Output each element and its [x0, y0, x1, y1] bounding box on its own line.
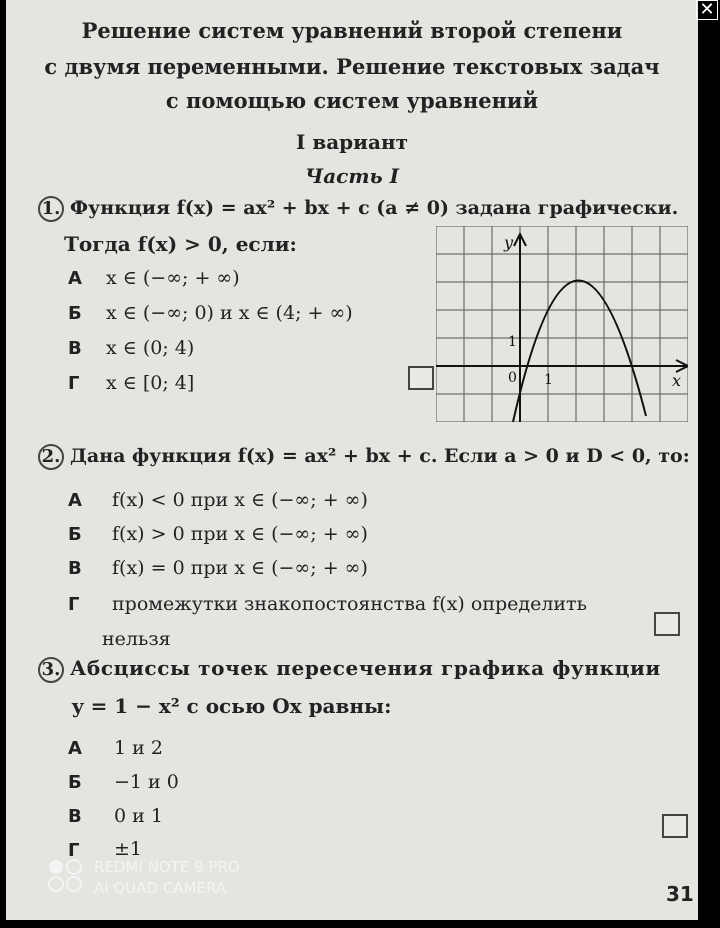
x-axis-label: x: [672, 371, 682, 390]
question-1-number: 1.: [38, 196, 64, 222]
q2-option-a-letter: А: [68, 490, 82, 511]
q1-option-b-text: x ∈ (−∞; 0) и x ∈ (4; + ∞): [106, 302, 353, 324]
q2-answer-box[interactable]: [654, 612, 680, 636]
q2-option-d-text: промежутки знакопостоянства f(x) определить: [112, 593, 587, 615]
variant-label: I вариант: [296, 130, 408, 154]
question-3-number: 3.: [38, 657, 64, 683]
question-2-number: 2.: [38, 444, 64, 470]
q1-option-d-letter: Г: [68, 373, 80, 394]
title-line-1: Решение систем уравнений второй степени: [81, 18, 623, 43]
q2-option-d-text-cont: нельзя: [102, 628, 171, 650]
question-1-text: Функция f(x) = ax² + bx + c (a ≠ 0) задана графически.: [70, 197, 679, 219]
q3-option-d-text: ±1: [114, 838, 143, 860]
question-3-text: Абсциссы точек пересечения графика функции: [70, 656, 661, 680]
page-number: 31: [666, 882, 694, 906]
camera-watermark-icon: [46, 858, 90, 892]
document-page: [6, 0, 698, 920]
q3-option-b-letter: Б: [68, 772, 82, 793]
question-3-equation: y = 1 − x² с осью Ox равны:: [72, 694, 392, 718]
part-label: Часть I: [304, 164, 400, 188]
q1-option-b-letter: Б: [68, 303, 82, 324]
q1-option-c-text: x ∈ (0; 4): [106, 337, 195, 359]
q1-option-a-text: x ∈ (−∞; + ∞): [106, 267, 240, 289]
question-3: [38, 656, 661, 683]
watermark-line-1: REDMI NOTE 9 PRO: [94, 858, 240, 876]
close-icon[interactable]: ✕: [696, 0, 718, 20]
q3-option-d-letter: Г: [68, 840, 80, 861]
q1-option-d-text: x ∈ [0; 4]: [106, 372, 195, 394]
origin-label: 0: [508, 370, 517, 386]
y-tick-label: 1: [508, 334, 517, 350]
question-2: [38, 444, 690, 470]
q3-answer-box[interactable]: [662, 814, 688, 838]
title-line-2: с двумя переменными. Решение текстовых задач: [44, 54, 660, 79]
q1-option-a-letter: А: [68, 268, 82, 289]
q2-option-c-letter: В: [68, 558, 82, 579]
q1-option-c-letter: В: [68, 338, 82, 359]
q3-option-c-letter: В: [68, 806, 82, 827]
x-tick-label: 1: [544, 372, 553, 388]
parabola-curve: [513, 280, 646, 422]
q3-option-b-text: −1 и 0: [114, 771, 179, 793]
q3-option-c-text: 0 и 1: [114, 805, 163, 827]
title-line-3: с помощью систем уравнений: [165, 88, 539, 113]
y-axis-label: y: [504, 233, 514, 252]
q2-option-b-text: f(x) > 0 при x ∈ (−∞; + ∞): [112, 523, 368, 545]
q3-option-a-letter: А: [68, 738, 82, 759]
q2-option-d-letter: Г: [68, 594, 80, 615]
q1-parabola-graph: [436, 226, 688, 422]
q3-option-a-text: 1 и 2: [114, 737, 163, 759]
watermark-line-2: AI QUAD CAMERA: [94, 879, 227, 897]
question-1-condition: Тогда f(x) > 0, если:: [64, 232, 297, 256]
q2-option-a-text: f(x) < 0 при x ∈ (−∞; + ∞): [112, 489, 368, 511]
q1-answer-box[interactable]: [408, 366, 434, 390]
question-1: [38, 196, 678, 222]
question-2-text: Дана функция f(x) = ax² + bx + c. Если a > 0 и D < 0, то:: [70, 445, 690, 467]
q2-option-c-text: f(x) = 0 при x ∈ (−∞; + ∞): [112, 557, 368, 579]
q2-option-b-letter: Б: [68, 524, 82, 545]
